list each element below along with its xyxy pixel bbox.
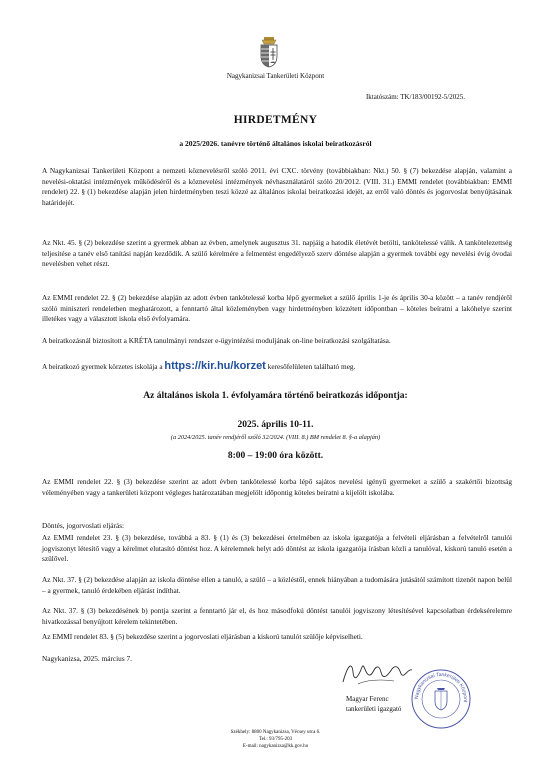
document-subtitle: a 2025/2026. tanévre történő általános iskolai beiratkozásról <box>179 139 372 148</box>
enrollment-heading: Az általános iskola 1. évfolyamára történő beiratkozás időpontja: <box>143 391 408 401</box>
representation-paragraph: Az EMMI rendelet 83. § (5) bekezdése szerint a jogorvoslati eljárásban a kiskorú tanulót szülője képviselheti. <box>42 632 363 641</box>
intro-paragraph: A Nagykanizsai Tankerületi Központ a nemzeti köznevelésről szóló 2011. évi CXC. törvény (továbbiakban: Nkt.) 50. § (7) bekezdése alapján, valamint a nevelési-oktatási intézmények működéséről és a köznevelési intézmények névhasználatáról szóló 20/2012. (VIII. 31.) EMMI rendelet (továbbiakban: EMMI rendelet) 22. § (1) bekezdése alapján jelen hirdetményben teszi közzé az általános iskolai beiratkozási idejét, az erről való döntés és jogorvoslat benyújtásának határidejét. <box>42 166 512 207</box>
decision-paragraph: Az EMMI rendelet 23. § (3) bekezdése, továbbá a 83. § (1) és (3) bekezdései értelmében az iskola igazgatója a felvételi eljárásban a felvételről tanulói jogviszonyt létesítő vagy a kérelmet elutasító döntést hoz. A kérelemnek helyt adó döntést az iskola igazgatója írásban közli a tanulóval, kiskorú tanuló esetén a szülővel. <box>42 533 512 564</box>
coat-of-arms-icon <box>258 36 280 68</box>
kir-korzet-link[interactable]: https://kir.hu/korzet <box>164 360 266 372</box>
second-instance-paragraph: Az Nkt. 37. § (3) bekezdésének b) pontja szerint a fenntartó jár el, és hoz másodfokú döntést tanulói jogviszony létesítésével kapcsolatban érdeksérelemre hivatkozással benyújtott kérelem tekintetében. <box>42 606 512 626</box>
reference-number: Iktatószám: TK/183/00192-5/2025. <box>365 93 465 101</box>
district-school-line <box>42 360 355 373</box>
legal-basis-note: (a 2024/2025. tanév rendjéről szóló 32/2024. (VIII. 8.) BM rendelet 8. §-a alapján) <box>170 434 381 441</box>
district-school-text-end: keresőfelületen található meg. <box>265 362 356 371</box>
footer-contact <box>0 729 551 750</box>
appeal-paragraph: Az Nkt. 37. § (2) bekezdése alapján az iskola döntése ellen a tanuló, a szülő – a közléstől, ennek hiányában a tudomására jutásától számított tizenöt napon belül – a gyermek, tanuló érdekében eljárást indíthat. <box>42 575 512 595</box>
kreta-paragraph: A beiratkozásnál biztosított a KRÉTA tanulmányi rendszer e-ügyintézési moduljának on-line beiratkozási szolgáltatása. <box>42 336 391 345</box>
handwritten-signature <box>340 658 415 688</box>
enrollment-hours: 8:00 – 19:00 óra között. <box>227 451 324 461</box>
official-seal <box>410 668 472 730</box>
document-title: HIRDETMÉNY <box>233 114 318 126</box>
signer-name: Magyar Ferenc <box>346 695 389 703</box>
seal-text: Nagykanizsai Tankerületi Központ <box>413 671 469 703</box>
enrollment-rule-paragraph: Az EMMI rendelet 22. § (2) bekezdése alapján az adott évben tankötelessé korba lépő gyermeket a szülő április 1-je és április 30-a között – a tanév rendjéről szóló miniszteri rendeletben meghatározott, a fenntartó által közleményben vagy hirdetményben közzétett időpontban – köteles beíratni a lakóhelye szerint illetékes vagy a választott iskola első évfolyamára. <box>42 293 512 324</box>
footer-phone: Tel.: 93/795-203 <box>258 737 293 742</box>
district-school-text: A beiratkozó gyermek körzetes iskolája a <box>42 362 165 371</box>
appeal-heading: Döntés, jogorvoslati eljárás: <box>42 521 125 530</box>
sen-paragraph: Az EMMI rendelet 22. § (3) bekezdése szerint az adott évben tankötelessé korba lépő sajátos nevelési igényű gyermeket a szülő a szakértői bizottság véleményében vagy a tankerületi központ végleges határozatában megjelölt időpontig köteles beíratni a kijelölt iskolába. <box>42 477 512 497</box>
footer-address: Székhely: 8800 Nagykanizsa, Vécsey utca 6. <box>230 730 321 735</box>
organization-name: Nagykanizsai Tankerületi Központ <box>226 72 325 80</box>
place-and-date: Nagykanizsa, 2025. március 7. <box>42 654 132 663</box>
signer-title: tankerületi igazgató <box>346 705 402 713</box>
enrollment-dates: 2025. április 10-11. <box>237 420 314 430</box>
footer-email: E-mail: nagykanizsa@kk.gov.hu <box>242 744 309 749</box>
compulsory-schooling-paragraph: Az Nkt. 45. § (2) bekezdése szerint a gyermek abban az évben, amelynek augusztus 31. napjáig a hatodik életévét betölti, tankötelessé válik. A tankötelezettség teljesítése a tanév első tanítási napján kezdődik. A szülő kérelmére a felmentést engedélyező szerv döntése alapján a gyermek további egy nevelési évig óvodai nevelésben vehet részt. <box>42 238 512 269</box>
